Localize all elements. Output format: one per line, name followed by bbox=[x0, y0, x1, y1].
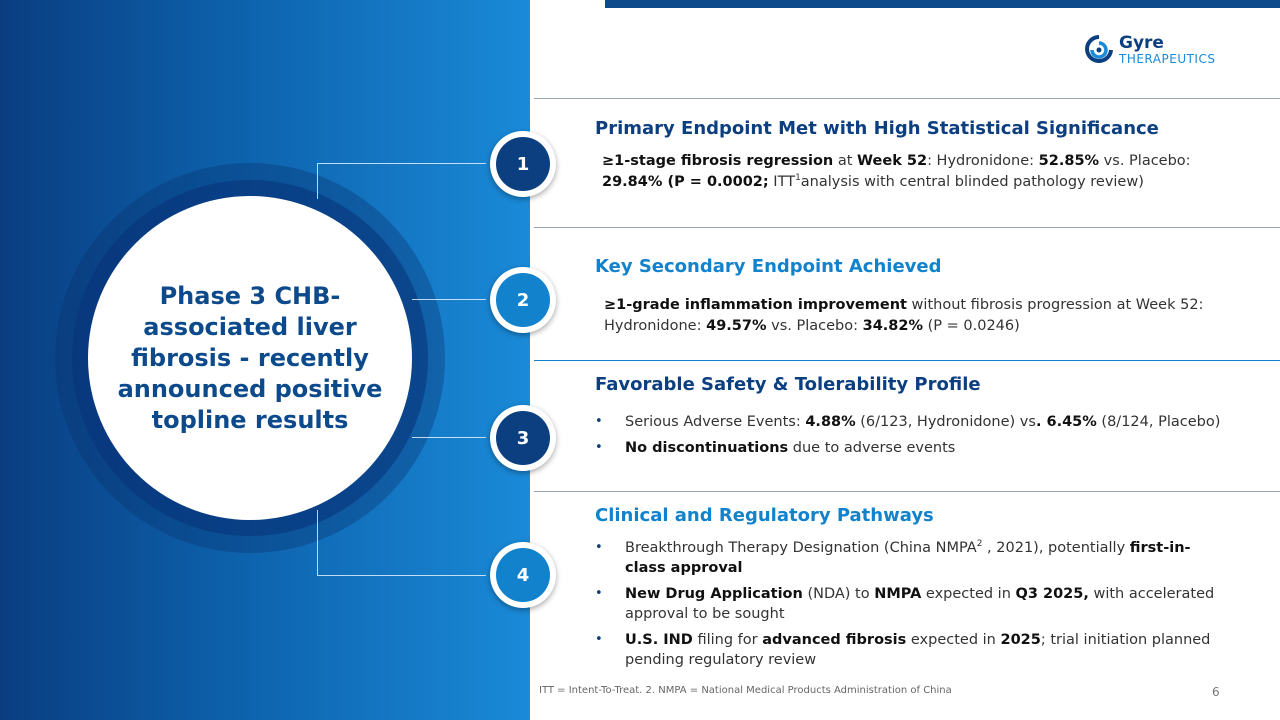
s4-b1-t2: 2 bbox=[976, 539, 983, 550]
s4-b2-t1: New Drug Application bbox=[625, 586, 803, 602]
s4-b3-t6: ; trial initiation planned pending regulatory review bbox=[625, 632, 1211, 668]
divider-top bbox=[534, 98, 1280, 99]
s1-t5: 52.85% bbox=[1038, 153, 1100, 169]
logo-name: Gyre bbox=[1119, 33, 1164, 53]
s1-t10: analysis with central blinded pathology review) bbox=[800, 174, 1144, 190]
s4-b1-t1: Breakthrough Therapy Designation (China NMPA bbox=[625, 540, 977, 556]
s2-t1: ≥1-grade inflammation improvement bbox=[604, 297, 907, 313]
section-4-title: Clinical and Regulatory Pathways bbox=[595, 505, 934, 526]
divider-1 bbox=[534, 227, 1280, 228]
s1-t2: at bbox=[833, 153, 858, 169]
s1-t1: ≥1-stage fibrosis regression bbox=[602, 153, 834, 169]
number-badge-2 bbox=[490, 267, 556, 333]
s3-b2-t1: No discontinuations bbox=[625, 440, 789, 456]
section-2-text bbox=[604, 295, 1224, 337]
number-badge-3 bbox=[490, 405, 556, 471]
top-stripe bbox=[605, 0, 1280, 8]
logo-subtitle: THERAPEUTICS bbox=[1119, 52, 1216, 66]
s1-t8: ITT bbox=[768, 174, 796, 190]
section-2-title: Key Secondary Endpoint Achieved bbox=[595, 256, 942, 277]
section-3-title: Favorable Safety & Tolerability Profile bbox=[595, 374, 981, 395]
s4-b3-t1: U.S. IND bbox=[625, 632, 693, 648]
s3-bullet-2 bbox=[595, 438, 1225, 458]
number-4: 4 bbox=[496, 548, 550, 602]
number-2: 2 bbox=[496, 273, 550, 327]
s3-b1-t3: (6/123, Hydronidone) vs bbox=[855, 414, 1036, 430]
s1-t6: vs. Placebo: bbox=[1099, 153, 1191, 169]
s4-bullet-1 bbox=[595, 538, 1225, 578]
gyre-logo bbox=[1085, 34, 1215, 66]
s3-b1-t5: (8/124, Placebo) bbox=[1096, 414, 1221, 430]
s2-t5: 34.82% bbox=[862, 318, 924, 334]
s4-b2-t4: expected in bbox=[921, 586, 1016, 602]
section-4-list bbox=[595, 538, 1225, 676]
section-1-title: Primary Endpoint Met with High Statistical Significance bbox=[595, 118, 1159, 139]
s2-t3: 49.57% bbox=[706, 318, 767, 334]
s1-t4: : Hydronidone: bbox=[927, 153, 1039, 169]
s2-t2: without fibrosis progression at Week 52: Hydronidone: bbox=[604, 297, 1204, 334]
s3-b2-t2: due to adverse events bbox=[788, 440, 956, 456]
s4-b3-t4: expected in bbox=[906, 632, 1001, 648]
s4-b3-t5: 2025 bbox=[1000, 632, 1041, 648]
s3-b1-t4: . 6.45% bbox=[1035, 414, 1097, 430]
s4-b2-t3: NMPA bbox=[874, 586, 922, 602]
s3-b1-t2: 4.88% bbox=[805, 414, 856, 430]
gyre-logo-icon bbox=[1085, 34, 1113, 66]
s1-t7: 29.84% (P = 0.0002; bbox=[602, 174, 769, 190]
divider-3 bbox=[534, 491, 1280, 492]
s4-bullet-3 bbox=[595, 630, 1225, 670]
connector-3 bbox=[412, 437, 486, 438]
number-3: 3 bbox=[496, 411, 550, 465]
s2-t6: (P = 0.0246) bbox=[923, 318, 1020, 334]
divider-2 bbox=[534, 360, 1280, 361]
section-3-list bbox=[595, 412, 1225, 464]
s4-b2-t2: (NDA) to bbox=[802, 586, 875, 602]
connector-2 bbox=[412, 299, 486, 300]
s1-t9: 1 bbox=[795, 173, 801, 184]
connector-top bbox=[317, 163, 486, 199]
connector-bottom bbox=[317, 510, 486, 576]
s3-b1-t1: Serious Adverse Events: bbox=[625, 414, 806, 430]
s3-bullet-1 bbox=[595, 412, 1225, 432]
s4-b2-t5: Q3 2025, bbox=[1015, 586, 1089, 602]
s4-b1-t3: , 2021), potentially bbox=[982, 540, 1130, 556]
footnote: ITT = Intent-To-Treat. 2. NMPA = National Medical Products Administration of China bbox=[539, 685, 952, 696]
page-number: 6 bbox=[1212, 685, 1220, 699]
number-badge-4 bbox=[490, 542, 556, 608]
s4-b3-t2: filing for bbox=[692, 632, 763, 648]
s2-t4: vs. Placebo: bbox=[766, 318, 863, 334]
s1-t3: Week 52 bbox=[857, 153, 928, 169]
number-badge-1 bbox=[490, 131, 556, 197]
s4-b1-t4: first-in-class approval bbox=[625, 540, 1191, 576]
number-1: 1 bbox=[496, 137, 550, 191]
s4-b2-t6: with accelerated approval to be sought bbox=[625, 586, 1215, 622]
section-1-text bbox=[602, 151, 1192, 193]
main-title: Phase 3 CHB-associated liver fibrosis - recently announced positive topline results bbox=[117, 281, 383, 434]
s4-b3-t3: advanced fibrosis bbox=[762, 632, 907, 648]
main-title-circle bbox=[88, 196, 412, 520]
s4-bullet-2 bbox=[595, 584, 1225, 624]
